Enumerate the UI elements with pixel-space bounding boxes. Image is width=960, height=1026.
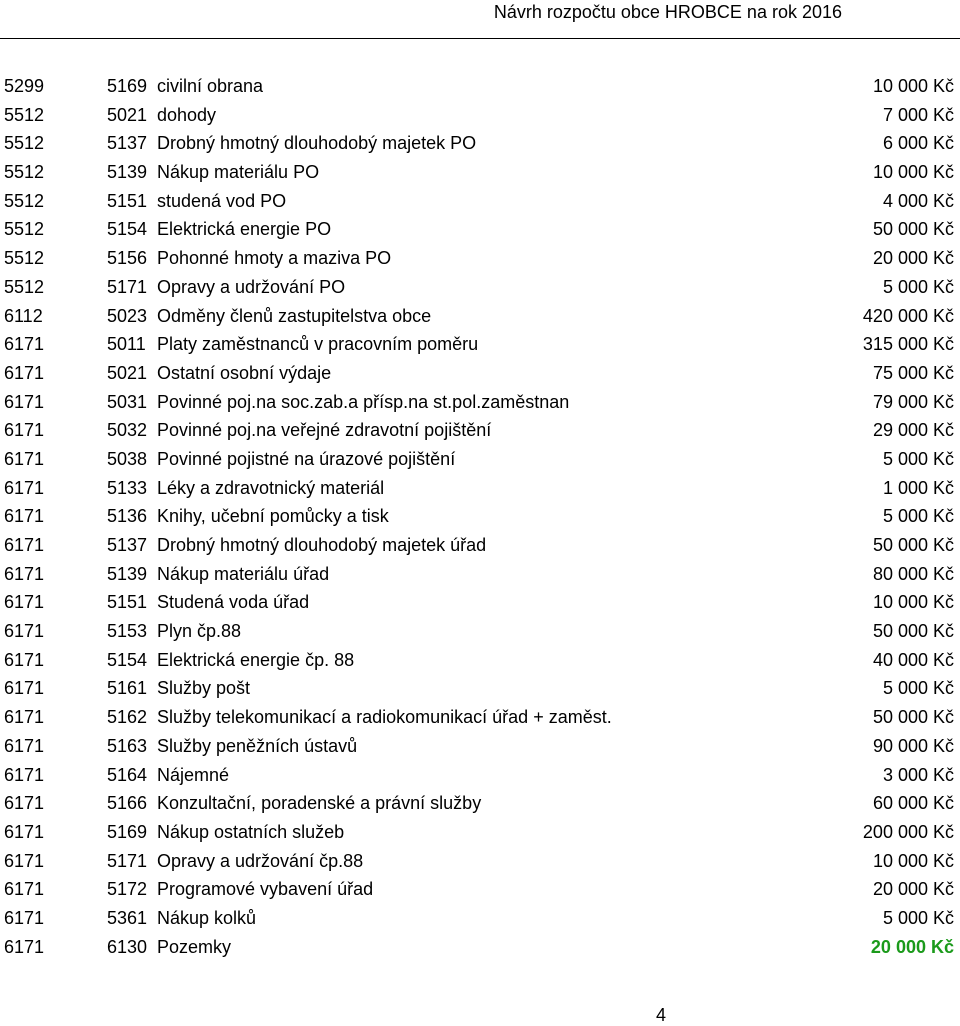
item-description: Nákup materiálu úřad <box>157 563 330 584</box>
item-code: 5361 <box>107 907 148 928</box>
item-amount: 10 000 Kč <box>872 592 954 613</box>
paragraph-code: 6171 <box>4 420 45 441</box>
paragraph-code: 6171 <box>4 506 45 527</box>
table-row <box>0 416 956 445</box>
table-row <box>0 531 956 560</box>
item-amount: 40 000 Kč <box>872 649 954 670</box>
table-row <box>0 617 956 646</box>
item-amount: 5 000 Kč <box>882 506 954 527</box>
paragraph-code: 6171 <box>4 907 45 928</box>
item-code: 5154 <box>107 219 148 240</box>
item-description: Odměny členů zastupitelstva obce <box>157 305 432 326</box>
paragraph-code: 6171 <box>4 592 45 613</box>
paragraph-code: 6171 <box>4 707 45 728</box>
item-code: 5172 <box>107 879 148 900</box>
paragraph-code: 6171 <box>4 879 45 900</box>
item-code: 5156 <box>107 248 148 269</box>
item-amount: 5 000 Kč <box>882 448 954 469</box>
paragraph-code: 6171 <box>4 764 45 785</box>
item-description: Drobný hmotný dlouhodobý majetek PO <box>157 133 477 154</box>
item-code: 5032 <box>107 420 148 441</box>
paragraph-code: 6171 <box>4 735 45 756</box>
item-code: 5136 <box>107 506 148 527</box>
item-code: 5011 <box>107 334 146 355</box>
item-amount: 10 000 Kč <box>872 76 954 96</box>
table-row <box>0 187 956 216</box>
table-row <box>0 789 956 818</box>
table-row <box>0 674 956 703</box>
table-row <box>0 244 956 273</box>
item-code: 5161 <box>107 678 148 699</box>
item-amount: 315 000 Kč <box>862 334 954 355</box>
item-amount: 10 000 Kč <box>872 850 954 871</box>
table-row <box>0 703 956 732</box>
item-description: Pozemky <box>157 936 232 957</box>
item-code: 5021 <box>107 362 148 383</box>
item-amount: 50 000 Kč <box>872 707 954 728</box>
paragraph-code: 5512 <box>4 248 45 269</box>
item-amount: 5 000 Kč <box>882 276 954 297</box>
paragraph-code: 6171 <box>4 850 45 871</box>
item-amount: 5 000 Kč <box>882 907 954 928</box>
item-description: Plyn čp.88 <box>157 621 242 642</box>
paragraph-code: 6171 <box>4 678 45 699</box>
table-row <box>0 847 956 876</box>
table-row <box>0 818 956 847</box>
paragraph-code: 6171 <box>4 649 45 670</box>
page-number: 4 <box>655 1005 666 1025</box>
table-row <box>0 129 956 158</box>
item-amount: 20 000 Kč <box>870 936 954 957</box>
item-description: Ostatní osobní výdaje <box>157 362 332 383</box>
item-amount: 10 000 Kč <box>872 162 954 183</box>
item-amount: 80 000 Kč <box>872 563 954 584</box>
table-row <box>0 646 956 675</box>
item-amount: 20 000 Kč <box>872 248 954 269</box>
item-amount: 20 000 Kč <box>872 879 954 900</box>
item-description: Nákup kolků <box>157 907 257 928</box>
table-row <box>0 904 956 933</box>
table-row <box>0 560 956 589</box>
paragraph-code: 6171 <box>4 362 45 383</box>
item-description: Léky a zdravotnický materiál <box>157 477 385 498</box>
table-row <box>0 302 956 331</box>
item-amount: 3 000 Kč <box>882 764 954 785</box>
paragraph-code: 6112 <box>4 305 43 326</box>
item-code: 5031 <box>107 391 148 412</box>
item-code: 5169 <box>107 821 148 842</box>
table-row <box>0 588 956 617</box>
table-row <box>0 273 956 302</box>
header-rule <box>0 38 960 39</box>
item-amount: 75 000 Kč <box>872 362 954 383</box>
table-row <box>0 761 956 790</box>
item-code: 5162 <box>107 707 148 728</box>
item-description: Opravy a udržování čp.88 <box>157 850 364 871</box>
item-description: Nájemné <box>157 764 230 785</box>
item-amount: 60 000 Kč <box>872 793 954 814</box>
table-row <box>0 933 956 962</box>
paragraph-code: 6171 <box>4 793 45 814</box>
item-code: 5151 <box>107 592 148 613</box>
item-description: Nákup ostatních služeb <box>157 821 345 842</box>
item-code: 5164 <box>107 764 148 785</box>
item-amount: 50 000 Kč <box>872 621 954 642</box>
table-row <box>0 359 956 388</box>
item-code: 5137 <box>107 535 148 555</box>
item-description: Elektrická energie čp. 88 <box>157 649 355 670</box>
table-row <box>0 330 956 359</box>
paragraph-code: 5512 <box>4 219 45 240</box>
table-row <box>0 215 956 244</box>
item-description: Povinné poj.na soc.zab.a přísp.na st.pol.zaměstnan <box>157 391 570 412</box>
item-code: 5139 <box>107 162 148 183</box>
item-code: 5154 <box>107 649 148 670</box>
item-description: Knihy, učební pomůcky a tisk <box>157 506 389 527</box>
paragraph-code: 5512 <box>4 190 45 211</box>
item-code: 5151 <box>107 190 148 211</box>
item-description: Služby peněžních ústavů <box>157 735 358 756</box>
table-row <box>0 101 956 130</box>
paragraph-code: 6171 <box>4 563 45 584</box>
item-code: 5169 <box>107 76 148 96</box>
paragraph-code: 6171 <box>4 334 45 355</box>
item-code: 5137 <box>107 133 148 154</box>
item-description: Pohonné hmoty a maziva PO <box>157 248 392 269</box>
item-amount: 50 000 Kč <box>872 219 954 240</box>
item-description: dohody <box>157 104 217 125</box>
item-code: 5171 <box>107 850 148 871</box>
item-amount: 1 000 Kč <box>882 477 954 498</box>
table-row <box>0 875 956 904</box>
item-description: Povinné pojistné na úrazové pojištění <box>157 448 456 469</box>
paragraph-code: 6171 <box>4 821 45 842</box>
paragraph-code: 5299 <box>4 76 45 96</box>
table-row <box>0 474 956 503</box>
item-amount: 79 000 Kč <box>872 391 954 412</box>
item-code: 5153 <box>107 621 148 642</box>
table-row <box>0 72 956 101</box>
item-description: studená vod PO <box>157 190 287 211</box>
item-description: Konzultační, poradenské a právní služby <box>157 793 482 814</box>
paragraph-code: 6171 <box>4 391 45 412</box>
paragraph-code: 5512 <box>4 104 45 125</box>
item-description: Elektrická energie PO <box>157 219 332 240</box>
item-code: 6130 <box>107 936 148 957</box>
item-amount: 50 000 Kč <box>872 535 954 555</box>
item-amount: 29 000 Kč <box>872 420 954 441</box>
table-row <box>0 445 956 474</box>
item-description: Opravy a udržování PO <box>157 276 346 297</box>
item-amount: 90 000 Kč <box>872 735 954 756</box>
item-code: 5133 <box>107 477 148 498</box>
item-amount: 6 000 Kč <box>882 133 954 154</box>
item-code: 5171 <box>107 276 148 297</box>
item-description: Programové vybavení úřad <box>157 879 374 900</box>
item-amount: 420 000 Kč <box>862 305 954 326</box>
item-description: Nákup materiálu PO <box>157 162 320 183</box>
paragraph-code: 6171 <box>4 477 45 498</box>
table-row <box>0 388 956 417</box>
paragraph-code: 6171 <box>4 535 45 555</box>
item-description: civilní obrana <box>157 76 264 96</box>
paragraph-code: 6171 <box>4 448 45 469</box>
paragraph-code: 6171 <box>4 936 45 957</box>
paragraph-code: 5512 <box>4 133 45 154</box>
item-code: 5038 <box>107 448 148 469</box>
item-amount: 5 000 Kč <box>882 678 954 699</box>
item-description: Platy zaměstnanců v pracovním poměru <box>157 334 479 355</box>
item-amount: 4 000 Kč <box>882 190 954 211</box>
item-code: 5166 <box>107 793 148 814</box>
item-code: 5023 <box>107 305 148 326</box>
item-description: Studená voda úřad <box>157 592 310 613</box>
table-row <box>0 502 956 531</box>
item-description: Povinné poj.na veřejné zdravotní pojištění <box>157 420 492 441</box>
item-description: Drobný hmotný dlouhodobý majetek úřad <box>157 535 487 555</box>
item-amount: 200 000 Kč <box>862 821 954 842</box>
budget-table <box>0 72 956 961</box>
page-header-title: Návrh rozpočtu obce HROBCE na rok 2016 <box>493 2 842 22</box>
item-description: Služby telekomunikací a radiokomunikací úřad + zaměst. <box>157 707 612 728</box>
table-row <box>0 732 956 761</box>
paragraph-code: 6171 <box>4 621 45 642</box>
item-amount: 7 000 Kč <box>882 104 954 125</box>
table-row <box>0 158 956 187</box>
item-code: 5139 <box>107 563 148 584</box>
item-description: Služby pošt <box>157 678 251 699</box>
item-code: 5021 <box>107 104 148 125</box>
paragraph-code: 5512 <box>4 276 45 297</box>
paragraph-code: 5512 <box>4 162 45 183</box>
item-code: 5163 <box>107 735 148 756</box>
